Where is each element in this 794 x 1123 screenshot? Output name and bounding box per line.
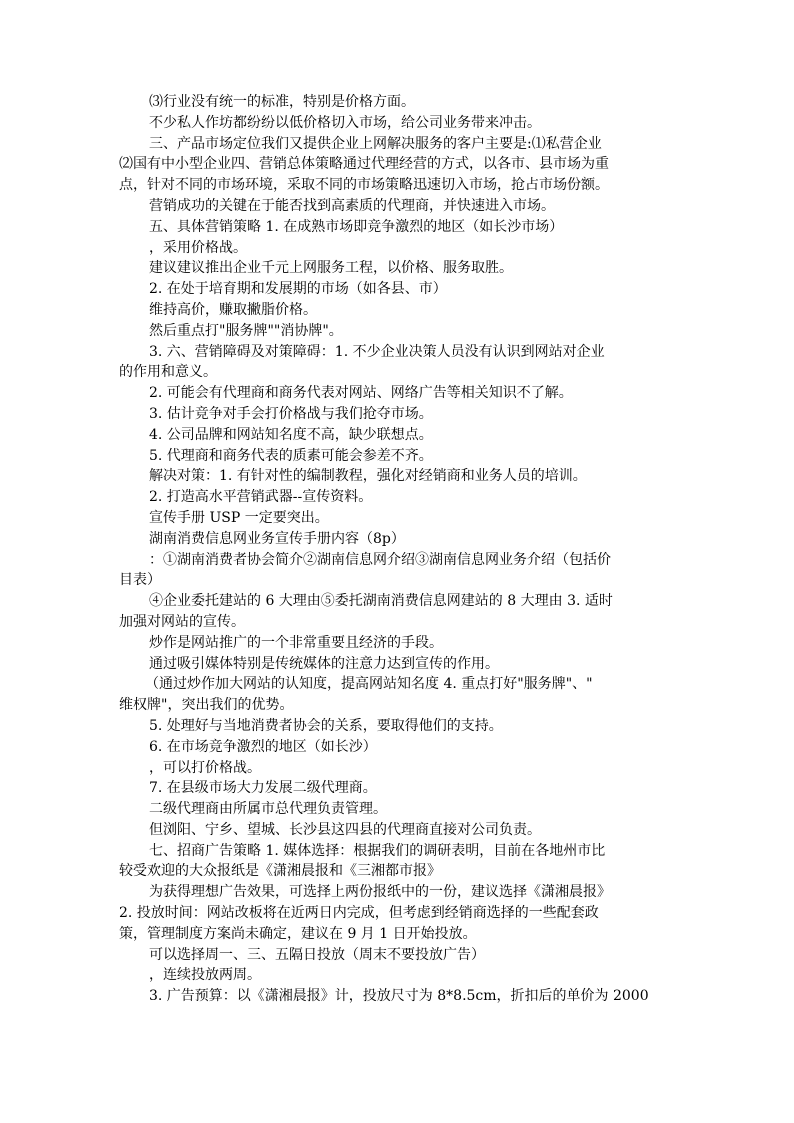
document-line: 解决对策：1. 有针对性的编制教程，强化对经销商和业务人员的培训。 xyxy=(149,468,587,485)
document-line: 较受欢迎的大众报纸是《潇湘晨报和《三湘都市报》 xyxy=(119,863,441,880)
document-line: 维权牌"，突出我们的优势。 xyxy=(119,697,294,714)
document-line: 但浏阳、宁乡、望城、长沙县这四县的代理商直接对公司负责。 xyxy=(149,821,541,838)
document-line: 二级代理商由所属市总代理负责管理。 xyxy=(149,801,387,818)
document-line: ，连续投放两周。 xyxy=(149,967,261,984)
document-body xyxy=(119,92,681,1007)
document-line: 三、产品市场定位我们又提供企业上网解决服务的客户主要是:⑴私营企业 xyxy=(149,135,602,152)
document-line: 4. 公司品牌和网站知名度不高，缺少联想点。 xyxy=(149,426,433,443)
document-line: 建议建议推出企业千元上网服务工程，以价格、服务取胜。 xyxy=(149,260,513,277)
document-line: 2. 投放时间：网站改板将在近两日内完成，但考虑到经销商选择的一些配套政 xyxy=(119,905,599,922)
document-line: 2. 打造高水平营销武器--宣传资料。 xyxy=(149,489,373,506)
document-line: ④企业委托建站的 6 大理由⑤委托湖南消费信息网建站的 8 大理由 3. 适时 xyxy=(149,593,613,610)
document-line: 目表） xyxy=(119,572,161,589)
document-line: 策，管理制度方案尚未确定，建议在 9 月 1 日开始投放。 xyxy=(119,925,477,942)
document-line: ：①湖南消费者协会简介②湖南信息网介绍③湖南信息网业务介绍（包括价 xyxy=(149,551,611,568)
document-line: ，可以打价格战。 xyxy=(149,759,261,776)
document-line: 6. 在市场竞争激烈的地区（如长沙） xyxy=(149,738,377,755)
document-line: 3. 六、营销障碍及对策障碍：1. 不少企业决策人员没有认识到网站对企业 xyxy=(149,343,605,360)
document-line: 通过吸引媒体特别是传统媒体的注意力达到宣传的作用。 xyxy=(149,655,499,672)
document-line: 点，针对不同的市场环境，采取不同的市场策略迅速切入市场，抢占市场份额。 xyxy=(119,177,609,194)
document-line: 5. 代理商和商务代表的质素可能会参差不齐。 xyxy=(149,447,433,464)
document-line: ⑶行业没有统一的标准，特别是价格方面。 xyxy=(149,94,415,110)
document-line: 为获得理想广告效果，可选择上两份报纸中的一份，建议选择《潇湘晨报》 xyxy=(149,884,611,901)
document-line: ，采用价格战。 xyxy=(149,239,247,256)
document-line: 2. 可能会有代理商和商务代表对网站、网络广告等相关知识不了解。 xyxy=(149,385,573,402)
document-line: 宣传手册 USP 一定要突出。 xyxy=(149,509,329,526)
document-line: 维持高价，赚取撇脂价格。 xyxy=(149,301,317,318)
document-line: 五、具体营销策略 1. 在成熟市场即竞争激烈的地区（如长沙市场） xyxy=(149,218,564,235)
document-line: 七、招商广告策略 1. 媒体选择：根据我们的调研表明，目前在各地州市比 xyxy=(149,842,606,859)
document-line: 5. 处理好与当地消费者协会的关系，要取得他们的支持。 xyxy=(149,717,503,734)
document-line: ⑵国有中小型企业四、营销总体策略通过代理经营的方式，以各市、县市场为重 xyxy=(119,156,609,173)
document-line: 7. 在县级市场大力发展二级代理商。 xyxy=(149,780,377,797)
document-line: 营销成功的关键在于能否找到高素质的代理商，并快速进入市场。 xyxy=(149,197,555,214)
document-line: 2. 在处于培育期和发展期的市场（如各县、市） xyxy=(149,281,447,298)
document-line: 湖南消费信息网业务宣传手册内容（8p） xyxy=(149,530,405,547)
document-line: 3. 广告预算：以《潇湘晨报》计，投放尺寸为 8*8.5cm，折扣后的单价为 2000 xyxy=(149,988,649,1005)
document-line: 可以选择周一、三、五隔日投放（周末不要投放广告） xyxy=(149,946,485,963)
document-line: 炒作是网站推广的一个非常重要且经济的手段。 xyxy=(149,634,443,651)
document-line: 然后重点打"服务牌""消协牌"。 xyxy=(149,322,343,339)
document-line: 3. 估计竞争对手会打价格战与我们抢夺市场。 xyxy=(149,405,433,422)
document-line: 加强对网站的宣传。 xyxy=(119,613,245,630)
document-line: 的作用和意义。 xyxy=(119,364,217,381)
document-line: 不少私人作坊都纷纷以低价格切入市场，给公司业务带来冲击。 xyxy=(149,114,541,131)
document-line: （通过炒作加大网站的认知度，提高网站知名度 4. 重点打好"服务牌"、" xyxy=(145,676,593,693)
